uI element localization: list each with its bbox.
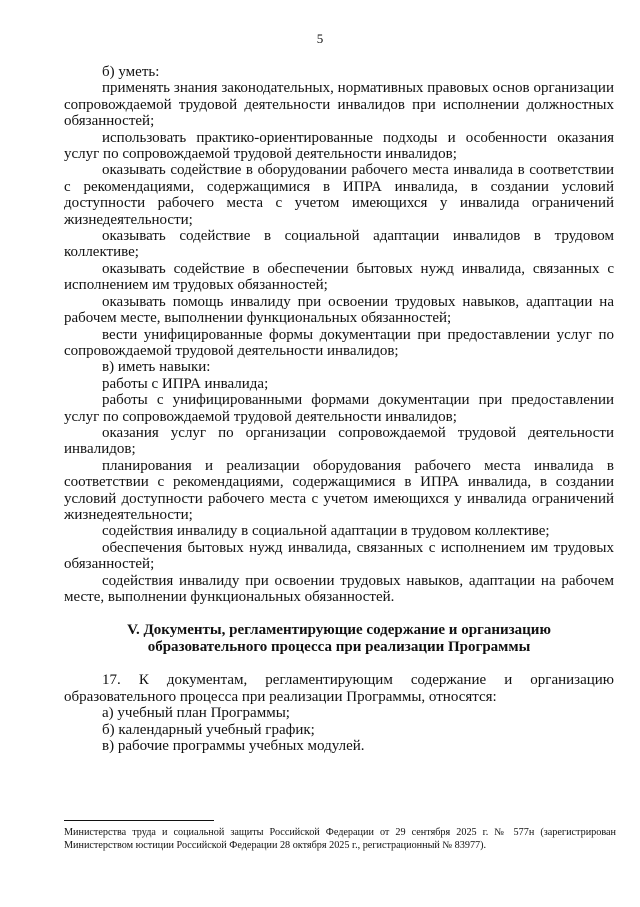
- section-list-item: б) календарный учебный график;: [102, 721, 315, 738]
- footnote-divider: [64, 820, 214, 821]
- list-item: содействия инвалиду в социальной адаптации в трудовом коллективе;: [102, 523, 550, 540]
- list-item: работы с ИПРА инвалида;: [102, 375, 269, 392]
- section-paragraph: 17. К документам, регламентирующим содержание и организацию образовательного процесса при реализации Программы, относятся:: [64, 672, 614, 705]
- footnote: Министерства труда и социальной защиты Российской Федерации от 29 сентября 2025 г. № 577н (зарегистрирован Министерством юстиции Российской Федерации 28 октября 2025 г., регистрационный № 83977).: [64, 827, 616, 851]
- section-list-item: а) учебный план Программы;: [102, 705, 290, 722]
- page-body: [64, 64, 614, 754]
- list-item: в) иметь навыки:: [102, 359, 211, 376]
- list-item: содействия инвалиду при освоении трудовых навыков, адаптации на рабочем месте, выполнении функциональных обязанностей.: [64, 572, 614, 605]
- list-item: оказывать содействие в оборудовании рабочего места инвалида в соответствии с рекомендациями, содержащимися в ИПРА инвалида, в создании условий доступности рабочего места с учетом имеющихся у инвалида ограничений жизнедеятельности;: [64, 162, 614, 228]
- section-list-item: в) рабочие программы учебных модулей.: [102, 738, 365, 755]
- list-item: оказывать содействие в социальной адаптации инвалидов в трудовом коллективе;: [64, 228, 614, 261]
- list-item: оказывать помощь инвалиду при освоении трудовых навыков, адаптации на рабочем месте, выполнении функциональных обязанностей;: [64, 293, 614, 327]
- page-number: 5: [316, 31, 324, 46]
- list-item: обеспечения бытовых нужд инвалида, связанных с исполнением им трудовых обязанностей;: [64, 539, 614, 573]
- list-item: планирования и реализации оборудования рабочего места инвалида в соответствии с рекомендациями, содержащимися в ИПРА инвалида, в создании условий доступности рабочего места с учетом имеющихся у инвалида ограничений жизнедеятельности;: [64, 457, 614, 523]
- list-item: б) уметь:: [102, 64, 160, 80]
- list-item: работы с унифицированными формами документации при предоставлении услуг по сопровождаемой трудовой деятельности инвалидов;: [64, 392, 614, 425]
- list-item: применять знания законодательных, нормативных правовых основ организации сопровождаемой трудовой деятельности инвалидов при исполнении должностных обязанностей;: [64, 80, 614, 130]
- section-heading-line-2: образовательного процесса при реализации Программы: [147, 639, 531, 656]
- list-item: оказывать содействие в обеспечении бытовых нужд инвалида, связанных с исполнением им трудовых обязанностей;: [64, 260, 614, 294]
- section-heading: [64, 622, 614, 656]
- list-item: вести унифицированные формы документации при предоставлении услуг по сопровождаемой трудовой деятельности инвалидов;: [64, 326, 614, 359]
- section-heading-line-1: V. Документы, регламентирующие содержание и организацию: [127, 622, 551, 639]
- list-item: оказания услуг по организации сопровождаемой трудовой деятельности инвалидов;: [64, 424, 614, 458]
- list-item: использовать практико-ориентированные подходы и особенности оказания услуг по сопровождаемой трудовой деятельности инвалидов;: [64, 129, 614, 163]
